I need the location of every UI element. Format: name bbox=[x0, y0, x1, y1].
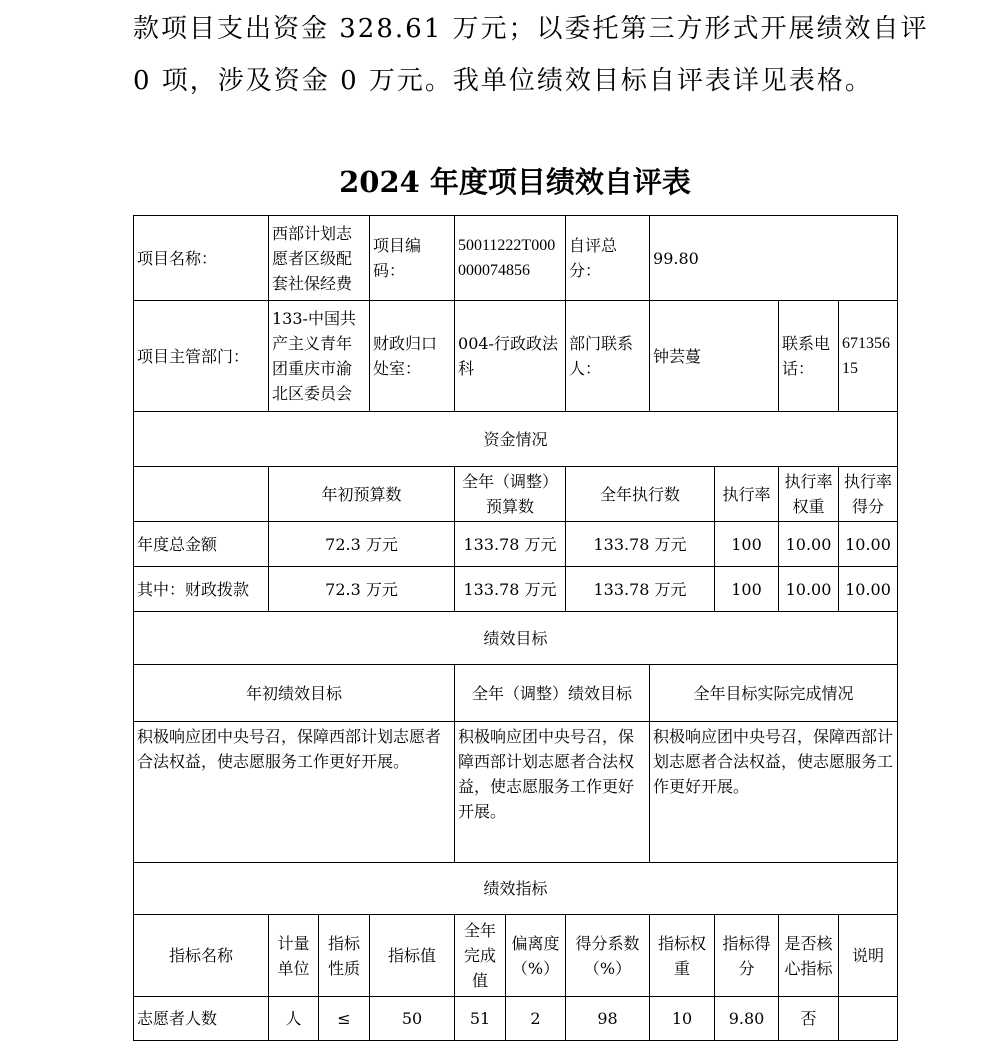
ind-nature: ≤ bbox=[319, 997, 370, 1041]
intro-line-1: 款项目支出资金 328.61 万元；以委托第三方形式开展绩效自评 bbox=[133, 14, 929, 44]
goals-actual-text: 积极响应团中央号召，保障西部计划志愿者合法权益，使志愿服务工作更好开展。 bbox=[650, 722, 898, 863]
funds-header-initial: 年初预算数 bbox=[269, 467, 455, 522]
ind-header-name: 指标名称 bbox=[134, 915, 269, 997]
funds-weight: 10.00 bbox=[779, 522, 839, 567]
funds-header-adjusted: 全年（调整）预算数 bbox=[455, 467, 566, 522]
funds-header-score: 执行率得分 bbox=[839, 467, 898, 522]
ind-deviation: 2 bbox=[506, 997, 566, 1041]
funds-header-weight: 执行率权重 bbox=[779, 467, 839, 522]
project-name-value: 西部计划志愿者区级配套社保经费 bbox=[269, 216, 370, 301]
goals-header-actual: 全年目标实际完成情况 bbox=[650, 665, 898, 722]
project-code-label: 项目编码： bbox=[370, 216, 455, 301]
ind-header-core: 是否核心指标 bbox=[779, 915, 839, 997]
indicators-section-title: 绩效指标 bbox=[134, 863, 898, 915]
ind-target: 50 bbox=[370, 997, 455, 1041]
goals-adjusted-text: 积极响应团中央号召，保障西部计划志愿者合法权益，使志愿服务工作更好开展。 bbox=[455, 722, 650, 863]
dept-label: 项目主管部门： bbox=[134, 301, 269, 412]
ind-score: 9.80 bbox=[715, 997, 779, 1041]
phone-label: 联系电话： bbox=[779, 301, 839, 412]
goals-header-initial: 年初绩效目标 bbox=[134, 665, 455, 722]
funds-executed: 133.78 万元 bbox=[566, 567, 715, 612]
dept-value: 133-中国共产主义青年团重庆市渝北区委员会 bbox=[269, 301, 370, 412]
funds-rate: 100 bbox=[715, 567, 779, 612]
funds-header-rate: 执行率 bbox=[715, 467, 779, 522]
funds-row-label: 其中：财政拨款 bbox=[134, 567, 269, 612]
project-name-label: 项目名称： bbox=[134, 216, 269, 301]
ind-header-nature: 指标性质 bbox=[319, 915, 370, 997]
ind-name: 志愿者人数 bbox=[134, 997, 269, 1041]
self-score-value: 99.80 bbox=[650, 216, 898, 301]
funds-rate: 100 bbox=[715, 522, 779, 567]
indicator-row bbox=[134, 997, 898, 1041]
ind-header-deviation: 偏离度（%） bbox=[506, 915, 566, 997]
funds-initial: 72.3 万元 bbox=[269, 567, 455, 612]
finance-office-value: 004-行政政法科 bbox=[455, 301, 566, 412]
funds-adjusted: 133.78 万元 bbox=[455, 567, 566, 612]
goals-header-row bbox=[134, 665, 898, 722]
goals-header-adjusted: 全年（调整）绩效目标 bbox=[455, 665, 650, 722]
ind-note bbox=[839, 997, 898, 1041]
goals-initial-text: 积极响应团中央号召，保障西部计划志愿者合法权益，使志愿服务工作更好开展。 bbox=[134, 722, 455, 863]
funds-row-total bbox=[134, 522, 898, 567]
table-title: 2024 年度项目绩效自评表 bbox=[339, 165, 691, 199]
goals-content-row bbox=[134, 722, 898, 863]
ind-header-unit: 计量单位 bbox=[269, 915, 319, 997]
ind-header-target: 指标值 bbox=[370, 915, 455, 997]
funds-initial: 72.3 万元 bbox=[269, 522, 455, 567]
ind-weight: 10 bbox=[650, 997, 715, 1041]
goals-section-title: 绩效目标 bbox=[134, 612, 898, 665]
funds-score: 10.00 bbox=[839, 522, 898, 567]
ind-header-actual: 全年完成值 bbox=[455, 915, 506, 997]
project-dept-row bbox=[134, 301, 898, 412]
funds-section-title: 资金情况 bbox=[134, 412, 898, 467]
ind-core: 否 bbox=[779, 997, 839, 1041]
evaluation-table bbox=[133, 215, 898, 1041]
funds-executed: 133.78 万元 bbox=[566, 522, 715, 567]
funds-header-row bbox=[134, 467, 898, 522]
contact-value: 钟芸蔓 bbox=[650, 301, 779, 412]
ind-header-coef: 得分系数（%） bbox=[566, 915, 650, 997]
ind-coef: 98 bbox=[566, 997, 650, 1041]
funds-row-fiscal bbox=[134, 567, 898, 612]
ind-header-note: 说明 bbox=[839, 915, 898, 997]
indicators-header-row bbox=[134, 915, 898, 997]
funds-weight: 10.00 bbox=[779, 567, 839, 612]
funds-row-label: 年度总金额 bbox=[134, 522, 269, 567]
funds-header-executed: 全年执行数 bbox=[566, 467, 715, 522]
intro-line-2: 0 项，涉及资金 0 万元。我单位绩效目标自评表详见表格。 bbox=[133, 66, 873, 96]
ind-header-score: 指标得分 bbox=[715, 915, 779, 997]
funds-score: 10.00 bbox=[839, 567, 898, 612]
funds-adjusted: 133.78 万元 bbox=[455, 522, 566, 567]
finance-office-label: 财政归口处室： bbox=[370, 301, 455, 412]
project-code-value: 50011222T000000074856 bbox=[455, 216, 566, 301]
ind-unit: 人 bbox=[269, 997, 319, 1041]
funds-header-blank bbox=[134, 467, 269, 522]
contact-label: 部门联系人： bbox=[566, 301, 650, 412]
self-score-label: 自评总分： bbox=[566, 216, 650, 301]
ind-header-weight: 指标权重 bbox=[650, 915, 715, 997]
ind-actual: 51 bbox=[455, 997, 506, 1041]
phone-value: 67135615 bbox=[839, 301, 898, 412]
project-name-row bbox=[134, 216, 898, 301]
